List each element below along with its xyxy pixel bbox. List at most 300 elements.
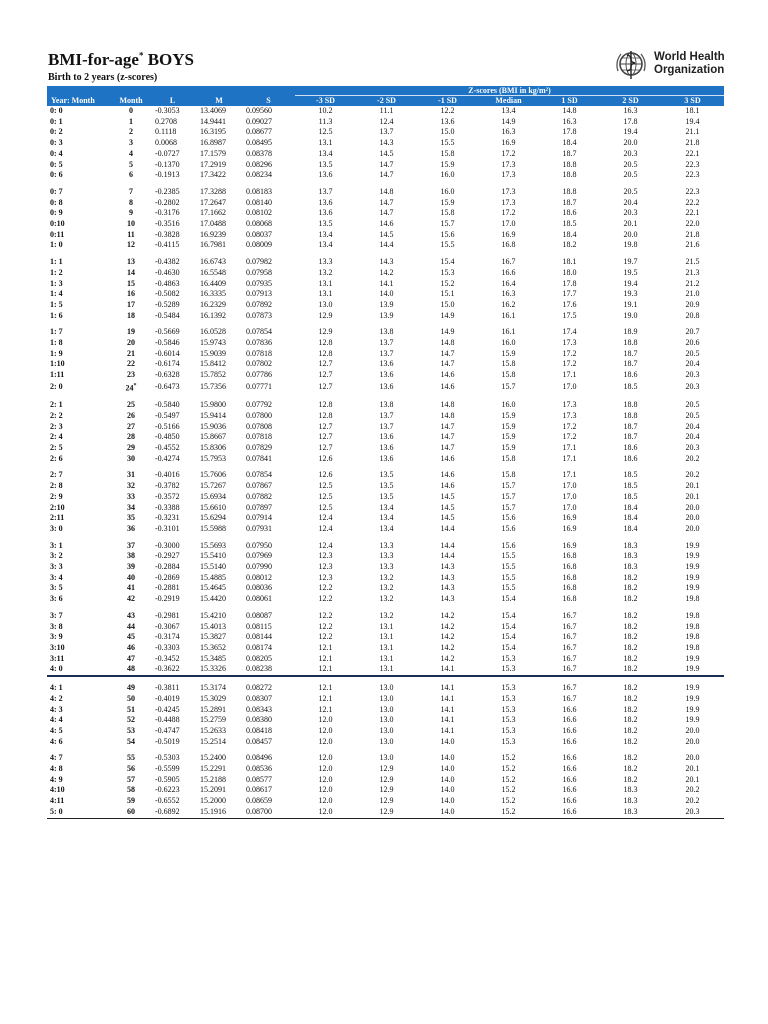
table-row: [47, 257, 724, 268]
col-3sd-header: 3 SD: [661, 96, 724, 107]
page-title: [48, 50, 194, 70]
col-median-cell: 15.7: [501, 481, 516, 491]
col-m-cell: 15.7852: [200, 370, 226, 380]
col-minus3sd-cell: 12.0: [318, 796, 333, 806]
col-minus3sd-cell: 12.0: [318, 764, 333, 774]
col-median-cell: 16.9: [501, 229, 516, 239]
col-minus1sd-cell: 14.0: [440, 753, 455, 763]
col-minus3sd-cell: 12.1: [318, 653, 333, 663]
col-year-month-cell: 1: 1: [50, 257, 63, 267]
col-minus2sd-cell: 13.5: [379, 491, 394, 501]
col-month-cell: 49: [127, 683, 135, 693]
col-1sd-cell: 16.6: [562, 736, 577, 746]
col-3sd-cell: 19.9: [685, 562, 700, 572]
col-minus2sd-cell: 13.0: [379, 683, 394, 693]
col-2sd-cell: 18.2: [623, 664, 638, 674]
table-row: [47, 359, 724, 370]
col-1sd-cell: 18.7: [562, 148, 577, 158]
col-minus2sd-cell: 13.6: [379, 359, 394, 369]
col-l-cell: -0.3516: [155, 219, 180, 229]
col-m-cell: 16.4409: [200, 278, 226, 288]
col-m-cell: 15.2514: [200, 736, 226, 746]
col-m-cell: 15.4645: [200, 583, 226, 593]
col-l-cell: -0.3174: [155, 632, 180, 642]
col-minus2sd-cell: 12.9: [379, 774, 394, 784]
col-s-cell: 0.07982: [246, 257, 272, 267]
col-l-cell: -0.4019: [155, 693, 180, 703]
col-2sd-cell: 20.5: [623, 159, 638, 169]
col-m-cell: 15.7356: [200, 382, 226, 392]
col-median-cell: 16.0: [501, 400, 516, 410]
col-minus3sd-cell: 13.3: [318, 257, 333, 267]
col-l-cell: -0.4863: [155, 278, 180, 288]
col-s-cell: 0.07800: [246, 410, 272, 420]
col-minus3sd-cell: 13.2: [318, 267, 333, 277]
col-year-month-cell: 4: 6: [50, 736, 63, 746]
col-year-month-cell: 4:10: [50, 785, 65, 795]
col-minus3sd-cell: 12.1: [318, 664, 333, 674]
col-minus1sd-cell: 14.1: [440, 725, 455, 735]
col-l-cell: -0.5289: [155, 299, 180, 309]
col-1sd-cell: 18.8: [562, 186, 577, 196]
col-year-month-cell: 3: 0: [50, 523, 63, 533]
col-median-cell: 16.1: [501, 327, 516, 337]
col-minus3sd-cell: 13.1: [318, 289, 333, 299]
col-year-month-cell: 3: 5: [50, 583, 63, 593]
col-year-month-cell: 1: 7: [50, 327, 63, 337]
col-median-cell: 15.6: [501, 523, 516, 533]
col-minus3sd-cell: 12.7: [318, 443, 333, 453]
row-group: [47, 683, 724, 747]
col-year-month-cell: 4:11: [50, 796, 65, 806]
col-minus2sd-cell: 13.2: [379, 610, 394, 620]
col-minus2sd-cell: 14.7: [379, 208, 394, 218]
col-1sd-cell: 17.2: [562, 432, 577, 442]
col-3sd-cell: 21.1: [685, 127, 700, 137]
col-minus1sd-cell: 14.5: [440, 513, 455, 523]
col-median-cell: 15.7: [501, 382, 516, 392]
col-year-month-cell: 3:10: [50, 643, 65, 652]
col-minus2sd-cell: 14.3: [379, 257, 394, 267]
col-month-cell: 3: [129, 138, 133, 148]
col-median-cell: 16.0: [501, 338, 516, 348]
col-m-cell: 15.6294: [200, 513, 226, 523]
col-median-cell: 15.9: [501, 410, 516, 420]
col-s-cell: 0.07950: [246, 540, 272, 550]
col-minus2sd-cell: 14.5: [379, 148, 394, 158]
table-row: [47, 400, 724, 411]
col-s-cell: 0.07931: [246, 523, 272, 533]
col-year-month-cell: 0: 1: [50, 116, 63, 126]
col-3sd-cell: 22.1: [685, 148, 700, 158]
col-3sd-cell: 20.6: [685, 338, 700, 348]
col-2sd-cell: 18.4: [623, 502, 638, 512]
col-month-cell: 18: [127, 310, 135, 320]
row-group: [47, 400, 724, 464]
col-s-cell: 0.07802: [246, 359, 272, 369]
col-l-cell: -0.3388: [155, 502, 180, 512]
col-l-cell: -0.4115: [155, 240, 180, 250]
col-month-cell: 48: [127, 664, 135, 674]
col-1sd-cell: 17.0: [562, 502, 577, 512]
col-1sd-cell: 18.6: [562, 208, 577, 218]
table-row: [47, 268, 724, 279]
table-row: [47, 208, 724, 219]
col-minus1sd-cell: 13.6: [440, 116, 455, 126]
col-1sd-cell: 16.7: [562, 683, 577, 693]
col-minus3sd-cell: 13.5: [318, 219, 333, 229]
col-median-cell: 17.3: [501, 186, 516, 196]
col-2sd-cell: 19.4: [623, 127, 638, 137]
col-2sd-cell: 18.2: [623, 715, 638, 725]
col-minus3sd-cell: 10.2: [318, 106, 333, 115]
col-year-month-cell: 4: 3: [50, 704, 63, 714]
col-3sd-cell: 20.8: [685, 310, 700, 320]
col-month-cell: 60: [113, 807, 149, 818]
col-minus2sd-cell: 13.6: [379, 453, 394, 463]
title-suffix: BOYS: [143, 50, 194, 69]
col-minus3sd-cell: 12.7: [318, 421, 333, 431]
col-median-cell: 15.7: [501, 491, 516, 501]
col-1sd-cell: 17.2: [562, 359, 577, 369]
col-year-month-cell: 2: 1: [50, 400, 63, 410]
col-1sd-cell: 16.7: [562, 693, 577, 703]
col-median-cell: 15.8: [501, 453, 516, 463]
col-3sd-cell: 20.1: [685, 491, 700, 501]
col-1sd-cell: 18.2: [562, 240, 577, 250]
col-median-cell: 16.3: [501, 127, 516, 137]
col-median-cell: 15.4: [501, 610, 516, 620]
col-s-cell: 0.07935: [246, 278, 272, 288]
col-m-cell: 17.2647: [200, 197, 226, 207]
col-median-header: Median: [478, 96, 539, 107]
col-1sd-cell: 18.0: [562, 267, 577, 277]
col-1sd-cell: 16.7: [562, 664, 577, 674]
col-minus1sd-cell: 14.0: [440, 796, 455, 806]
col-year-month-cell: 4: 2: [50, 693, 63, 703]
col-minus1sd-cell: 14.8: [440, 338, 455, 348]
col-2sd-cell: 18.2: [623, 632, 638, 642]
col-minus1sd-cell: 14.6: [440, 382, 455, 392]
col-2sd-cell: 18.2: [623, 653, 638, 663]
col-m-cell: 15.9800: [200, 400, 226, 410]
col-m-cell: 15.3652: [200, 643, 226, 652]
col-minus1sd-cell: 14.6: [440, 481, 455, 491]
col-median-cell: 15.6: [501, 513, 516, 523]
col-1sd-cell: 18.1: [562, 257, 577, 267]
col-3sd-cell: 22.3: [685, 170, 700, 180]
col-1sd-cell: 16.6: [562, 715, 577, 725]
col-minus3sd-cell: 12.5: [318, 491, 333, 501]
table-row: [47, 454, 724, 465]
col-s-header: S: [242, 96, 295, 107]
col-minus1sd-cell: 14.3: [440, 594, 455, 604]
col-minus3sd-cell: 12.1: [318, 643, 333, 652]
col-m-cell: 16.6743: [200, 257, 226, 267]
table-header: [47, 86, 724, 106]
row-group: [47, 187, 724, 251]
col-year-month-cell: 1: 9: [50, 348, 63, 358]
col-2sd-cell: 20.5: [623, 186, 638, 196]
col-minus1sd-cell: 14.6: [440, 453, 455, 463]
col-minus1sd-cell: 15.6: [440, 229, 455, 239]
table-row: [47, 279, 724, 290]
col-2sd-cell: 18.2: [623, 583, 638, 593]
col-month-cell: 2: [129, 127, 133, 137]
col-m-cell: 16.1392: [200, 310, 226, 320]
col-minus2sd-cell: 14.7: [379, 197, 394, 207]
col-1sd-cell: 16.6: [562, 704, 577, 714]
col-month-cell: 52: [127, 715, 135, 725]
col-year-month-cell: 4: 8: [50, 764, 63, 774]
table-row: [47, 694, 724, 705]
col-median-cell: 16.2: [501, 299, 516, 309]
col-2sd-cell: 18.2: [623, 774, 638, 784]
col-l-cell: -0.1913: [155, 170, 180, 180]
col-3sd-cell: 20.2: [685, 453, 700, 463]
col-minus2sd-cell: 13.4: [379, 513, 394, 523]
bmi-zscore-table: [47, 86, 724, 819]
col-3sd-cell: 21.8: [685, 138, 700, 148]
table-row: [47, 562, 724, 573]
col-m-cell: 15.3174: [200, 683, 226, 693]
col-median-cell: 15.4: [501, 632, 516, 642]
col-1sd-cell: 17.1: [562, 443, 577, 453]
col-minus1sd-cell: 14.3: [440, 583, 455, 593]
col-minus2sd-cell: 13.6: [379, 370, 394, 380]
col-minus2sd-cell: 13.1: [379, 632, 394, 642]
col-minus2sd-cell: 14.4: [379, 240, 394, 250]
col-month-cell: 34: [127, 502, 135, 512]
col-month-cell: 25: [127, 400, 135, 410]
col-month-cell: 35: [127, 513, 135, 523]
col-m-cell: 14.9441: [200, 116, 226, 126]
col-3sd-cell: 20.1: [685, 774, 700, 784]
col-2sd-cell: 18.6: [623, 443, 638, 453]
col-3sd-cell: 19.8: [685, 594, 700, 604]
col-1sd-cell: 16.8: [562, 572, 577, 582]
col-minus2sd-cell: 12.9: [356, 807, 417, 818]
col-m-cell: 15.9414: [200, 410, 226, 420]
row-group: [47, 611, 724, 676]
col-s-cell: 0.07913: [246, 289, 272, 299]
col-median-cell: 15.5: [501, 562, 516, 572]
col-minus1sd-cell: 14.6: [440, 370, 455, 380]
table-row: [47, 160, 724, 171]
col-2sd-cell: 18.3: [600, 807, 661, 818]
table-row: [47, 541, 724, 552]
col-3sd-cell: 20.2: [685, 796, 700, 806]
col-minus1sd-cell: 14.0: [440, 764, 455, 774]
col-year-month-cell: 0: 7: [50, 186, 63, 196]
col-1sd-cell: 16.9: [562, 540, 577, 550]
col-2sd-cell: 18.2: [623, 753, 638, 763]
col-year-month-cell: 2: 5: [50, 443, 63, 453]
col-l-cell: -0.3828: [155, 229, 180, 239]
col-year-month-cell: 4: 9: [50, 774, 63, 784]
col-minus2sd-cell: 13.3: [379, 551, 394, 561]
col-year-month-cell: 2: 6: [50, 453, 63, 463]
col-2sd-cell: 18.3: [623, 551, 638, 561]
col-year-month-cell: 3: 7: [50, 610, 63, 620]
col-month-cell: 57: [127, 774, 135, 784]
col-2sd-cell: 20.3: [623, 148, 638, 158]
col-l-cell: -0.2385: [155, 186, 180, 196]
col-l-cell: -0.3067: [155, 621, 180, 631]
col-minus3sd-cell: 13.5: [318, 159, 333, 169]
col-year-month-cell: 3: 9: [50, 632, 63, 642]
col-minus3sd-cell: 12.9: [318, 327, 333, 337]
col-minus3sd-cell: 13.6: [318, 208, 333, 218]
col-s-cell: 0.08272: [246, 683, 272, 693]
col-minus3sd-cell: 12.0: [318, 774, 333, 784]
col-l-cell: -0.5166: [155, 421, 180, 431]
col-2sd-cell: 20.0: [623, 138, 638, 148]
col-year-month-cell: 2: 3: [50, 421, 63, 431]
col-l-cell: -0.5846: [155, 338, 180, 348]
col-month-cell: 42: [127, 594, 135, 604]
table-row: [47, 715, 724, 726]
col-month-cell: 30: [127, 453, 135, 463]
col-year-month-cell: 0: 5: [50, 159, 63, 169]
col-3sd-cell: 20.0: [685, 523, 700, 533]
col-s-cell: 0.08183: [246, 186, 272, 196]
col-3sd-cell: 20.1: [685, 481, 700, 491]
col-minus2sd-cell: 13.1: [379, 643, 394, 652]
col-month-cell: 45: [127, 632, 135, 642]
col-l-cell: -0.4850: [155, 432, 180, 442]
col-3sd-cell: 19.9: [685, 693, 700, 703]
col-year-month-cell: 1:10: [50, 359, 65, 369]
col-minus3sd-cell: 12.2: [318, 610, 333, 620]
table-row: [47, 807, 724, 818]
col-minus1sd-cell: 14.2: [440, 653, 455, 663]
table-row: [47, 170, 724, 181]
col-s-cell: 0.07958: [246, 267, 272, 277]
col-3sd-cell: 20.5: [685, 400, 700, 410]
col-s-cell: 0.07829: [246, 443, 272, 453]
col-median-cell: 17.3: [501, 170, 516, 180]
col-1sd-cell: 16.7: [562, 621, 577, 631]
col-minus1sd-cell: 14.1: [440, 664, 455, 674]
col-1sd-cell: 14.8: [562, 106, 577, 115]
col-l-cell: -0.6223: [155, 785, 180, 795]
col-month-cell: 36: [127, 523, 135, 533]
col-month-cell: 10: [127, 219, 135, 229]
col-year-month-cell: 2:10: [50, 502, 65, 512]
table-row: [47, 753, 724, 764]
col-3sd-cell: 19.9: [685, 653, 700, 663]
col-minus1sd-cell: 16.0: [440, 170, 455, 180]
col-minus1sd-cell: 14.2: [440, 621, 455, 631]
col-median-cell: 16.1: [501, 310, 516, 320]
col-minus1sd-cell: 14.7: [440, 348, 455, 358]
col-m-cell: 15.7953: [200, 453, 226, 463]
col-median-cell: 15.9: [501, 432, 516, 442]
col-minus3sd-cell: 12.1: [318, 683, 333, 693]
col-minus1sd-cell: 14.9: [440, 327, 455, 337]
col-month-cell: 12: [127, 240, 135, 250]
col-3sd-cell: 21.0: [685, 289, 700, 299]
col-2sd-cell: 18.5: [623, 481, 638, 491]
col-year-month-cell: 4: 1: [50, 683, 63, 693]
col-minus1sd-cell: 16.0: [440, 186, 455, 196]
col-l-cell: -0.2802: [155, 197, 180, 207]
col-s-cell: 0.07792: [246, 400, 272, 410]
col-2sd-cell: 18.2: [623, 594, 638, 604]
col-month-cell: 37: [127, 540, 135, 550]
col-median-cell: 17.2: [501, 208, 516, 218]
col-minus1sd-cell: 14.4: [440, 551, 455, 561]
col-month-cell: 28: [127, 432, 135, 442]
col-minus1sd-cell: 14.8: [440, 400, 455, 410]
col-3sd-cell: 19.8: [685, 632, 700, 642]
col-l-cell: -0.5082: [155, 289, 180, 299]
col-l-cell: -0.4274: [155, 453, 180, 463]
col-l-cell: -0.4747: [155, 725, 180, 735]
col-median-cell: 15.3: [501, 653, 516, 663]
col-1sd-cell: 17.0: [562, 491, 577, 501]
col-median-cell: 16.6: [501, 267, 516, 277]
table-row: [47, 240, 724, 251]
col-s-cell: 0.07897: [246, 502, 272, 512]
col-2sd-cell: 18.2: [623, 736, 638, 746]
col-year-month-cell: 3: 1: [50, 540, 63, 550]
col-m-cell: 15.3326: [200, 664, 226, 674]
table-row: [47, 632, 724, 643]
col-1sd-cell: 17.0: [562, 481, 577, 491]
col-year-month-cell: 1: 5: [50, 299, 63, 309]
col-m-cell: 15.9039: [200, 348, 226, 358]
col-month-cell: 19: [127, 327, 135, 337]
col-l-cell: -0.3053: [155, 106, 180, 115]
col-1sd-cell: 17.2: [562, 421, 577, 431]
col-minus2sd-cell: 14.8: [379, 186, 394, 196]
col-minus2sd-cell: 13.9: [379, 310, 394, 320]
col-minus1sd-cell: 14.6: [440, 470, 455, 480]
col-year-month-cell: 3: 4: [50, 572, 63, 582]
col-year-month-cell: 0: 2: [50, 127, 63, 137]
col-median-cell: 15.3: [501, 693, 516, 703]
col-2sd-cell: 18.9: [623, 327, 638, 337]
col-year-month-cell: 2: 2: [50, 410, 63, 420]
table-row: [47, 411, 724, 422]
col-minus3sd-cell: 12.3: [318, 562, 333, 572]
col-minus1sd-cell: 14.2: [440, 610, 455, 620]
col-3sd-cell: 21.8: [685, 229, 700, 239]
col-1sd-cell: 16.9: [562, 523, 577, 533]
col-minus1sd-cell: 14.0: [440, 736, 455, 746]
col-m-cell: 15.2633: [200, 725, 226, 735]
col-3sd-cell: 20.3: [685, 370, 700, 380]
col-month-cell: 44: [127, 621, 135, 631]
col-m-cell: 16.0528: [200, 327, 226, 337]
col-minus2sd-cell: 12.4: [379, 116, 394, 126]
col-3sd-cell: 19.8: [685, 610, 700, 620]
col-s-cell: 0.08115: [246, 621, 272, 631]
col-year-month-cell: 0: 4: [50, 148, 63, 158]
col-minus1sd-cell: 15.0: [440, 299, 455, 309]
col-minus3sd-cell: 12.7: [318, 432, 333, 442]
col-1sd-cell: 17.5: [562, 310, 577, 320]
col-s-cell: 0.07867: [246, 481, 272, 491]
col-minus2sd-cell: 11.1: [379, 106, 394, 115]
table-row: [47, 127, 724, 138]
col-minus1sd-cell: 15.4: [440, 257, 455, 267]
col-3sd-cell: 20.7: [685, 327, 700, 337]
col-m-cell: 15.6934: [200, 491, 226, 501]
table-row: [47, 796, 724, 807]
